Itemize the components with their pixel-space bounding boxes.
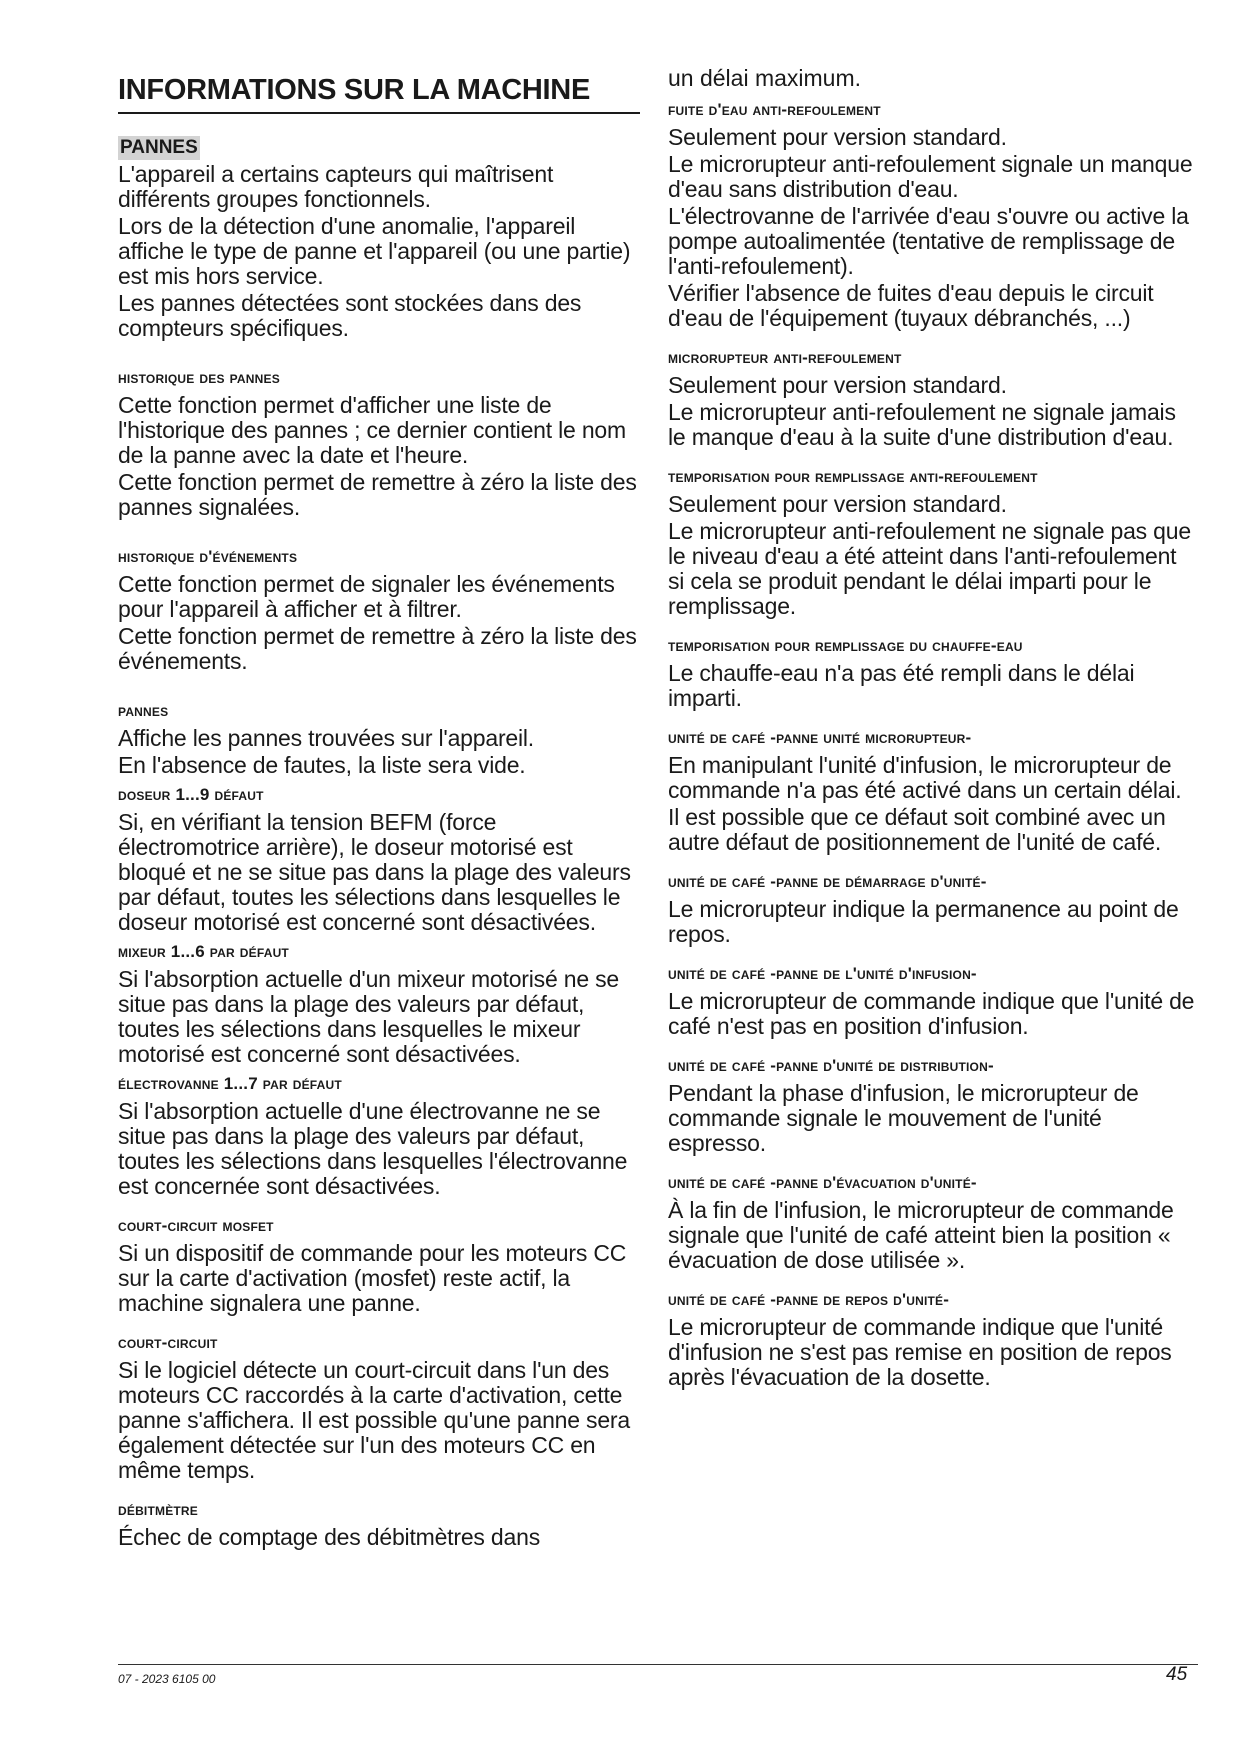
- paragraph-continued: un délai maximum.: [668, 65, 862, 91]
- paragraph: Les pannes détectées sont stockées dans des compteurs spécifiques.: [118, 290, 582, 341]
- paragraph: Si un dispositif de commande pour les moteurs CC sur la carte d'activation (mosfet) reste actif, la machine signalera une panne.: [118, 1240, 627, 1316]
- paragraph: Cette fonction permet de signaler les événements pour l'appareil à afficher et à filtrer.: [118, 571, 615, 622]
- paragraph: À la fin de l'infusion, le microrupteur de commande signale que l'unité de café atteint bien la position « évacuation de dose utilisée ».: [668, 1197, 1174, 1273]
- paragraph: Échec de comptage des débitmètres dans: [118, 1524, 540, 1550]
- heading-mixeur: mixeur 1...6 par défaut: [118, 942, 289, 961]
- heading-microrupteur: microrupteur anti-refoulement: [668, 348, 902, 367]
- heading-unite-cafe-infusion: unité de café -panne de l'unité d'infusion-: [668, 964, 977, 983]
- paragraph: L'appareil a certains capteurs qui maîtrisent différents groupes fonctionnels.: [118, 161, 554, 212]
- section-tag-pannes: PANNES: [120, 137, 198, 158]
- heading-fuite-eau: fuite d'eau anti-refoulement: [668, 100, 881, 119]
- heading-unite-cafe-repos: unité de café -panne de repos d'unité-: [668, 1290, 950, 1309]
- paragraph: Si, en vérifiant la tension BEFM (force électromotrice arrière), le doseur motorisé est bloqué et ne se situe pas dans la plage des valeurs par défaut, toutes les sélections dans lesquelles le doseur motorisé est concerné sont désactivées.: [118, 809, 631, 935]
- paragraph: Cette fonction permet d'afficher une liste de l'historique des pannes ; ce dernier contient le nom de la panne avec la date et l'heure.: [118, 392, 626, 468]
- heading-unite-cafe-distribution: unité de café -panne d'unité de distribution-: [668, 1056, 994, 1075]
- paragraph: Cette fonction permet de remettre à zéro la liste des pannes signalées.: [118, 469, 637, 520]
- heading-unite-cafe-demarrage: unité de café -panne de démarrage d'unité-: [668, 872, 987, 891]
- left-column: [118, 66, 640, 1552]
- paragraph: Affiche les pannes trouvées sur l'appareil.: [118, 725, 535, 751]
- heading-court-circuit: court-circuit: [118, 1333, 218, 1352]
- heading-historique-pannes: historique des pannes: [118, 368, 280, 387]
- paragraph: L'électrovanne de l'arrivée d'eau s'ouvre ou active la pompe autoalimentée (tentative de remplissage de l'anti-refoulement).: [668, 203, 1189, 279]
- heading-unite-cafe-evacuation: unité de café -panne d'évacuation d'unité-: [668, 1173, 977, 1192]
- paragraph: Le chauffe-eau n'a pas été rempli dans le délai imparti.: [668, 660, 1135, 711]
- paragraph: Seulement pour version standard.: [668, 124, 1007, 150]
- paragraph: Cette fonction permet de remettre à zéro la liste des événements.: [118, 623, 637, 674]
- heading-doseur: doseur 1...9 défaut: [118, 785, 264, 804]
- heading-debitmetre: débitmètre: [118, 1500, 198, 1519]
- paragraph: Seulement pour version standard.: [668, 372, 1007, 398]
- paragraph: Il est possible que ce défaut soit combiné avec un autre défaut de positionnement de l'unité de café.: [668, 804, 1166, 855]
- paragraph: En manipulant l'unité d'infusion, le microrupteur de commande n'a pas été activé dans un certain délai.: [668, 752, 1182, 803]
- paragraph: En l'absence de fautes, la liste sera vide.: [118, 752, 526, 778]
- paragraph: Si l'absorption actuelle d'un mixeur motorisé ne se situe pas dans la plage des valeurs par défaut, toutes les sélections dans lesquelles le mixeur motorisé est concerné sont désactivées.: [118, 966, 620, 1067]
- paragraph: Le microrupteur anti-refoulement ne signale pas que le niveau d'eau a été atteint dans l'anti-refoulement si cela se produit pendant le délai imparti pour le remplissage.: [668, 518, 1191, 619]
- paragraph: Lors de la détection d'une anomalie, l'appareil affiche le type de panne et l'appareil (ou une partie) est mis hors service.: [118, 213, 631, 289]
- right-column: [668, 66, 1198, 1392]
- paragraph: Le microrupteur anti-refoulement signale un manque d'eau sans distribution d'eau.: [668, 151, 1193, 202]
- paragraph: Si le logiciel détecte un court-circuit dans l'un des moteurs CC raccordés à la carte d'activation, cette panne s'affichera. Il est possible qu'une panne sera également détectée sur l'un des moteurs CC en même temps.: [118, 1357, 630, 1483]
- heading-unite-cafe-microrupteur: unité de café -panne unité microrupteur-: [668, 728, 972, 747]
- heading-pannes: pannes: [118, 701, 169, 720]
- paragraph: Vérifier l'absence de fuites d'eau depuis le circuit d'eau de l'équipement (tuyaux débranchés, ...): [668, 280, 1154, 331]
- paragraph: Le microrupteur de commande indique que l'unité d'infusion ne s'est pas remise en position de repos après l'évacuation de la dosette.: [668, 1314, 1172, 1390]
- paragraph: Seulement pour version standard.: [668, 491, 1007, 517]
- paragraph: Pendant la phase d'infusion, le microrupteur de commande signale le mouvement de l'unité espresso.: [668, 1080, 1139, 1156]
- paragraph: Si l'absorption actuelle d'une électrovanne ne se situe pas dans la plage des valeurs par défaut, toutes les sélections dans lesquelles l'électrovanne est concernée sont désactivées.: [118, 1098, 628, 1199]
- paragraph: Le microrupteur indique la permanence au point de repos.: [668, 896, 1179, 947]
- heading-historique-evenements: historique d'événements: [118, 547, 298, 566]
- paragraph: Le microrupteur anti-refoulement ne signale jamais le manque d'eau à la suite d'une distribution d'eau.: [668, 399, 1176, 450]
- paragraph: Le microrupteur de commande indique que l'unité de café n'est pas en position d'infusion.: [668, 988, 1195, 1039]
- heading-court-circuit-mosfet: court-circuit mosfet: [118, 1216, 274, 1235]
- heading-electrovanne: électrovanne 1...7 par défaut: [118, 1074, 342, 1093]
- footer-document-code: 07 - 2023 6105 00: [118, 1672, 216, 1686]
- heading-tempo-anti-refoulement: temporisation pour remplissage anti-refoulement: [668, 467, 1038, 486]
- page-title: INFORMATIONS SUR LA MACHINE: [118, 72, 640, 114]
- heading-tempo-chauffe-eau: temporisation pour remplissage du chauffe-eau: [668, 636, 1023, 655]
- page-number: 45: [1166, 1664, 1188, 1685]
- footer-divider: [118, 1664, 1198, 1665]
